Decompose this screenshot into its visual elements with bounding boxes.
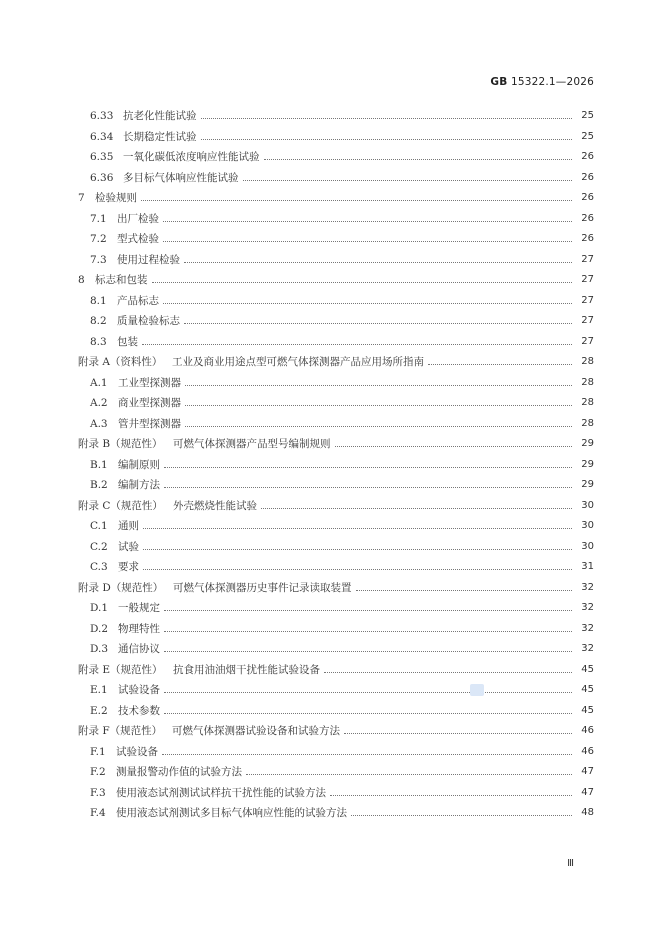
toc-entry[interactable] bbox=[0, 209, 662, 230]
toc-entry[interactable] bbox=[0, 229, 662, 250]
document-header bbox=[490, 76, 594, 88]
toc-entry-number: E.2 bbox=[90, 704, 108, 717]
toc-entry-number: 附录 F（规范性） bbox=[78, 725, 163, 737]
toc-entry-page: 45 bbox=[581, 704, 594, 716]
toc-dot-leader bbox=[141, 200, 572, 201]
toc-entry-page: 26 bbox=[581, 192, 594, 203]
toc-dot-leader bbox=[163, 241, 572, 242]
toc-entry[interactable] bbox=[0, 701, 662, 722]
toc-entry-title: 标志和包装 bbox=[95, 274, 148, 286]
toc-entry-page: 47 bbox=[581, 786, 594, 798]
toc-entry[interactable] bbox=[0, 783, 662, 804]
toc-dot-leader bbox=[185, 385, 572, 386]
toc-entry[interactable] bbox=[0, 762, 662, 783]
toc-dot-leader bbox=[335, 446, 572, 447]
toc-dot-leader bbox=[164, 487, 572, 488]
toc-entry-title: 使用液态试剂测试试样抗干扰性能的试验方法 bbox=[116, 786, 326, 799]
toc-entry-number: 6.33 bbox=[90, 110, 114, 122]
toc-entry[interactable] bbox=[0, 680, 662, 701]
toc-entry-number: 8 bbox=[78, 274, 85, 286]
toc-entry-title: 工业及商业用途点型可燃气体探测器产品应用场所指南 bbox=[172, 356, 424, 368]
toc-entry-page: 32 bbox=[581, 643, 594, 654]
toc-entry-page: 28 bbox=[581, 376, 594, 388]
toc-entry-number: F.4 bbox=[90, 807, 106, 819]
toc-entry-title: 工业型探测器 bbox=[118, 376, 181, 389]
toc-entry[interactable] bbox=[0, 619, 662, 640]
toc-entry-title: 管井型探测器 bbox=[118, 417, 181, 430]
toc-entry-number: 8.3 bbox=[90, 335, 107, 348]
toc-entry-title: 出厂检验 bbox=[117, 212, 159, 225]
toc-dot-leader bbox=[243, 180, 572, 181]
toc-entry-title: 使用过程检验 bbox=[117, 253, 180, 266]
toc-entry-title: 技术参数 bbox=[118, 704, 160, 717]
toc-entry-number: D.3 bbox=[90, 643, 109, 655]
toc-entry[interactable] bbox=[0, 721, 662, 742]
toc-dot-leader bbox=[356, 590, 572, 591]
toc-entry-title: 外壳燃烧性能试验 bbox=[173, 499, 257, 512]
toc-dot-leader bbox=[164, 610, 572, 611]
toc-entry-number: C.3 bbox=[90, 561, 108, 573]
toc-entry-page: 30 bbox=[581, 540, 594, 552]
toc-entry-number: 附录 C（规范性） bbox=[78, 499, 163, 512]
toc-entry-title: 商业型探测器 bbox=[118, 397, 181, 409]
toc-dot-leader bbox=[246, 774, 572, 775]
toc-dot-leader bbox=[143, 528, 572, 529]
toc-entry-title: 编制原则 bbox=[118, 458, 160, 471]
toc-entry-page: 29 bbox=[581, 458, 594, 470]
toc-dot-leader bbox=[344, 733, 572, 734]
toc-entry[interactable] bbox=[0, 352, 662, 373]
toc-entry-title: 使用液态试剂测试多目标气体响应性能的试验方法 bbox=[116, 807, 347, 819]
toc-entry-number: 7.1 bbox=[90, 212, 107, 225]
toc-entry[interactable] bbox=[0, 168, 662, 189]
toc-dot-leader bbox=[330, 795, 572, 796]
watermark-mark bbox=[470, 684, 484, 696]
toc-entry-page: 26 bbox=[581, 233, 594, 244]
toc-entry-title: 包装 bbox=[117, 335, 138, 348]
toc-entry-number: 8.1 bbox=[90, 294, 107, 307]
toc-dot-leader bbox=[152, 282, 572, 283]
toc-entry-page: 27 bbox=[581, 315, 594, 326]
toc-entry-page: 28 bbox=[581, 397, 594, 408]
toc-dot-leader bbox=[164, 467, 572, 468]
toc-entry-page: 32 bbox=[581, 622, 594, 634]
toc-entry-page: 27 bbox=[581, 335, 594, 347]
toc-entry-title: 一般规定 bbox=[118, 602, 160, 614]
toc-entry[interactable] bbox=[0, 434, 662, 455]
toc-entry[interactable] bbox=[0, 393, 662, 414]
toc-entry[interactable] bbox=[0, 660, 662, 681]
toc-entry-number: E.1 bbox=[90, 684, 108, 696]
toc-entry[interactable] bbox=[0, 537, 662, 558]
toc-entry[interactable] bbox=[0, 639, 662, 660]
toc-entry[interactable] bbox=[0, 127, 662, 148]
toc-dot-leader bbox=[264, 159, 572, 160]
toc-entry[interactable] bbox=[0, 742, 662, 763]
toc-entry[interactable] bbox=[0, 578, 662, 599]
toc-entry-page: 46 bbox=[581, 745, 594, 757]
toc-dot-leader bbox=[201, 118, 572, 119]
toc-entry-title: 产品标志 bbox=[117, 294, 159, 307]
toc-entry-title: 通则 bbox=[118, 520, 139, 532]
toc-entry-number: 8.2 bbox=[90, 315, 107, 327]
page-number: Ⅲ bbox=[567, 858, 574, 869]
toc-dot-leader bbox=[201, 139, 572, 140]
toc-entry[interactable] bbox=[0, 291, 662, 312]
toc-entry-title: 可燃气体探测器试验设备和试验方法 bbox=[172, 725, 340, 737]
toc-dot-leader bbox=[164, 692, 572, 693]
toc-entry[interactable] bbox=[0, 475, 662, 496]
toc-entry-number: F.3 bbox=[90, 786, 106, 799]
toc-entry-page: 45 bbox=[581, 684, 594, 695]
toc-entry-title: 多目标气体响应性能试验 bbox=[123, 171, 239, 184]
toc-entry-title: 物理特性 bbox=[118, 622, 160, 635]
toc-entry-number: A.3 bbox=[90, 417, 108, 430]
toc-dot-leader bbox=[163, 221, 572, 222]
toc-entry-page: 27 bbox=[581, 294, 594, 306]
toc-entry-page: 26 bbox=[581, 171, 594, 183]
toc-entry[interactable] bbox=[0, 414, 662, 435]
toc-entry-number: A.1 bbox=[90, 376, 108, 389]
toc-entry-number: 6.34 bbox=[90, 130, 114, 143]
toc-entry-title: 可燃气体探测器历史事件记录读取装置 bbox=[173, 581, 352, 594]
toc-entry-page: 32 bbox=[581, 602, 594, 613]
toc-entry[interactable] bbox=[0, 598, 662, 619]
toc-entry-page: 28 bbox=[581, 356, 594, 367]
toc-dot-leader bbox=[162, 754, 572, 755]
toc-entry-title: 质量检验标志 bbox=[117, 315, 180, 327]
toc-entry-title: 编制方法 bbox=[118, 479, 160, 491]
toc-entry-number: 7 bbox=[78, 192, 85, 204]
toc-entry[interactable] bbox=[0, 270, 662, 291]
toc-entry-page: 29 bbox=[581, 438, 594, 449]
toc-entry-number: A.2 bbox=[90, 397, 108, 409]
toc-entry-number: 7.2 bbox=[90, 233, 107, 245]
toc-dot-leader bbox=[351, 815, 572, 816]
toc-entry-title: 型式检验 bbox=[117, 233, 159, 245]
toc-entry-page: 29 bbox=[581, 479, 594, 490]
toc-entry-number: C.2 bbox=[90, 540, 108, 553]
toc-dot-leader bbox=[142, 344, 572, 345]
toc-entry-title: 抗食用油油烟干扰性能试验设备 bbox=[173, 663, 320, 676]
toc-dot-leader bbox=[428, 364, 572, 365]
toc-entry-number: 附录 A（资料性） bbox=[78, 356, 163, 368]
toc-entry[interactable] bbox=[0, 455, 662, 476]
toc-entry-page: 25 bbox=[581, 130, 594, 142]
toc-entry-title: 试验 bbox=[118, 540, 139, 553]
toc-entry[interactable] bbox=[0, 188, 662, 209]
toc-dot-leader bbox=[163, 303, 572, 304]
toc-entry-number: 附录 D（规范性） bbox=[78, 581, 164, 594]
toc-dot-leader bbox=[185, 426, 572, 427]
toc-entry-title: 可燃气体探测器产品型号编制规则 bbox=[173, 438, 331, 450]
toc-entry-number: D.2 bbox=[90, 622, 109, 635]
toc-entry[interactable] bbox=[0, 147, 662, 168]
toc-entry-number: 附录 E（规范性） bbox=[78, 663, 163, 676]
toc-entry-page: 30 bbox=[581, 520, 594, 531]
toc-entry[interactable] bbox=[0, 332, 662, 353]
toc-entry-title: 抗老化性能试验 bbox=[123, 110, 197, 122]
toc-entry-page: 45 bbox=[581, 663, 594, 675]
toc-entry-page: 27 bbox=[581, 274, 594, 285]
toc-entry[interactable] bbox=[0, 106, 662, 127]
toc-entry-page: 25 bbox=[581, 110, 594, 121]
toc-entry[interactable] bbox=[0, 803, 662, 824]
toc-entry-title: 试验设备 bbox=[116, 745, 158, 758]
toc-dot-leader bbox=[143, 569, 572, 570]
toc-dot-leader bbox=[164, 651, 572, 652]
toc-dot-leader bbox=[324, 672, 572, 673]
toc-dot-leader bbox=[184, 262, 572, 263]
standard-number: 15322.1—2026 bbox=[510, 76, 594, 88]
toc-entry-page: 28 bbox=[581, 417, 594, 429]
toc-entry-title: 测量报警动作值的试验方法 bbox=[116, 766, 242, 778]
toc-dot-leader bbox=[184, 323, 572, 324]
toc-entry-number: B.2 bbox=[90, 479, 108, 491]
toc-entry-page: 48 bbox=[581, 807, 594, 818]
toc-entry-page: 31 bbox=[581, 561, 594, 572]
standard-prefix: GB bbox=[490, 76, 508, 88]
toc-entry-number: 7.3 bbox=[90, 253, 107, 266]
toc-dot-leader bbox=[143, 549, 572, 550]
toc-entry-page: 30 bbox=[581, 499, 594, 511]
toc-entry-number: C.1 bbox=[90, 520, 108, 532]
toc-entry[interactable] bbox=[0, 557, 662, 578]
toc-entry-title: 要求 bbox=[118, 561, 139, 573]
toc-entry[interactable] bbox=[0, 373, 662, 394]
toc-entry-page: 26 bbox=[581, 212, 594, 224]
toc-dot-leader bbox=[185, 405, 572, 406]
toc-entry-number: 6.36 bbox=[90, 171, 114, 184]
toc-entry-number: B.1 bbox=[90, 458, 108, 471]
toc-entry[interactable] bbox=[0, 516, 662, 537]
toc-entry-page: 26 bbox=[581, 151, 594, 162]
toc-entry-number: D.1 bbox=[90, 602, 109, 614]
toc-entry[interactable] bbox=[0, 496, 662, 517]
toc-entry-title: 试验设备 bbox=[118, 684, 160, 696]
toc-entry-page: 27 bbox=[581, 253, 594, 265]
toc-entry-title: 通信协议 bbox=[118, 643, 160, 655]
toc-dot-leader bbox=[164, 713, 572, 714]
toc-entry-title: 长期稳定性试验 bbox=[123, 130, 197, 143]
toc-entry-title: 检验规则 bbox=[95, 192, 137, 204]
toc-entry-title: 一氧化碳低浓度响应性能试验 bbox=[123, 151, 260, 163]
toc-dot-leader bbox=[261, 508, 572, 509]
toc-entry-page: 46 bbox=[581, 725, 594, 736]
toc-entry-number: F.1 bbox=[90, 745, 106, 758]
toc-entry[interactable] bbox=[0, 311, 662, 332]
toc-dot-leader bbox=[164, 631, 572, 632]
toc-entry-number: 附录 B（规范性） bbox=[78, 438, 163, 450]
toc-entry-page: 47 bbox=[581, 766, 594, 777]
toc-entry-number: 6.35 bbox=[90, 151, 114, 163]
toc-entry-number: F.2 bbox=[90, 766, 106, 778]
toc-entry[interactable] bbox=[0, 250, 662, 271]
toc-entry-page: 32 bbox=[581, 581, 594, 593]
